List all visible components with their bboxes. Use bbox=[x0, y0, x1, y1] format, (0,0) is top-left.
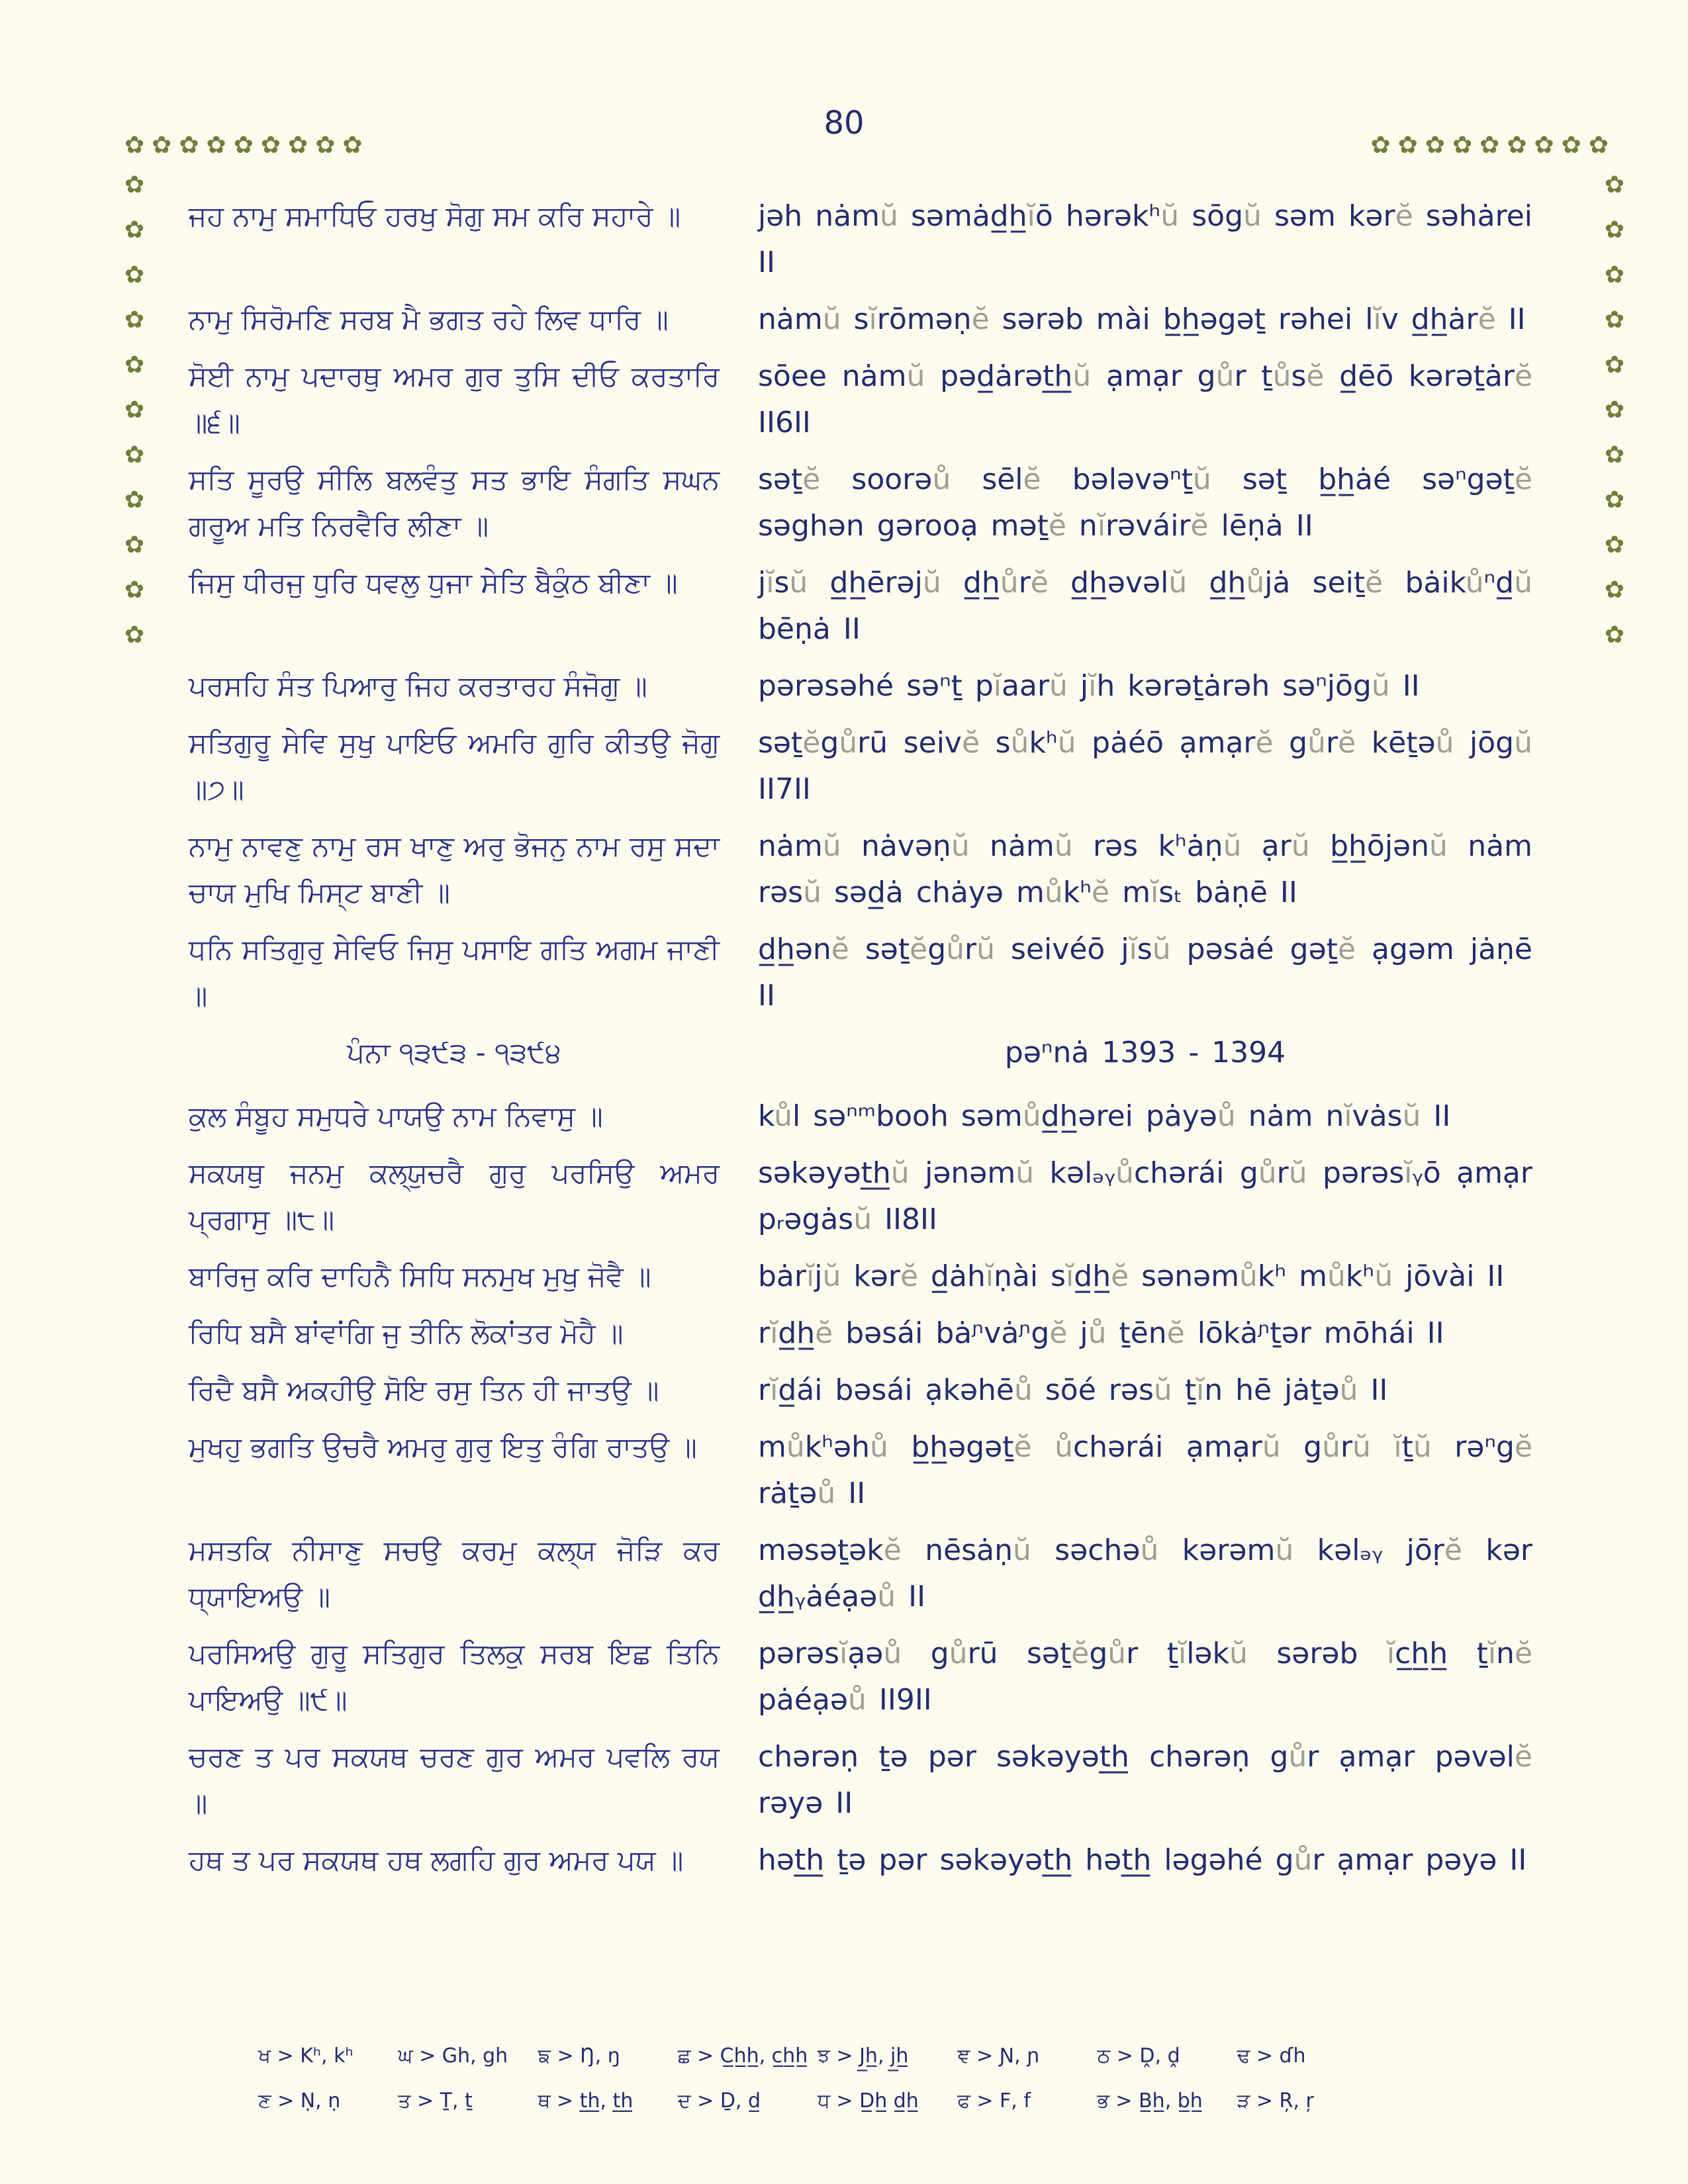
flower-icon: ✿ bbox=[1588, 132, 1609, 159]
key-entry: ਣ > Ṇ, ṇ bbox=[258, 2089, 341, 2113]
page-reference-latin: pəⁿnȧ 1393 - 1394 bbox=[1004, 1036, 1286, 1069]
gurmukhi-text: ਸਤਿ ਸੂਰਉ ਸੀਲਿ ਬਲਵੰਤੁ ਸਤ ਭਾਇ ਸੰਗਤਿ ਸਘਨ ਗਰੂਅ ਮਤਿ ਨਿਰਵੈਰਿ ਲੀਣਾ ॥ bbox=[189, 463, 720, 542]
flower-icon: ✿ bbox=[124, 306, 145, 334]
verse-row bbox=[189, 663, 1532, 709]
verse-row bbox=[189, 560, 1532, 653]
transliteration-text: səṯĕ soorəů sēlĕ bələvəⁿṯŭ səṯ b̲h̲ȧé səⁿgəṯĕ səghən gərooạ məṯĕ nĭrəváirĕ lēṇȧ II bbox=[758, 463, 1532, 543]
transliteration-text: sōee nȧmŭ pəd̲ȧrət̲h̲ŭ ạmạr gůr ṯůsĕ d̲ēō kərəṯȧrĕ II6II bbox=[758, 359, 1533, 439]
verse-row bbox=[189, 1837, 1532, 1884]
transliteration-text: səṯĕgůrū seivĕ sůkʰŭ pȧéō ạmạrĕ gůrĕ kēṯəů jōgŭ II7II bbox=[758, 726, 1532, 806]
transliteration-text: nȧmŭ nȧvəṇŭ nȧmŭ rəs kʰȧṇŭ ạrŭ b̲h̲ōjənŭ nȧm rəsŭ səd̲ȧ chȧyə můkʰĕ mĭsₜ bȧṇē II bbox=[758, 829, 1532, 909]
flower-icon: ✿ bbox=[1370, 132, 1391, 159]
key-entry: ਖ > Kʰ, kʰ bbox=[258, 2044, 353, 2068]
flower-icon: ✿ bbox=[124, 171, 145, 199]
gurmukhi-text: ਰਿਦੈ ਬਸੈ ਅਕਹੀਉ ਸੋਇ ਰਸੁ ਤਿਨ ਹੀ ਜਾਤਉ ॥ bbox=[189, 1374, 659, 1406]
transliteration-text: hət̲h̲ ṯə pər səkəyət̲h̲ hət̲h̲ ləgəhé gůr ạmạr pəyə II bbox=[758, 1843, 1527, 1877]
transliteration-text: kůl səⁿᵐbooh səmůd̲h̲ərei pȧyəů nȧm nĭvȧsŭ II bbox=[758, 1099, 1451, 1133]
gurmukhi-text: ਸਤਿਗੁਰੂ ਸੇਵਿ ਸੁਖੁ ਪਾਇਓ ਅਮਰਿ ਗੁਰਿ ਕੀਤਉ ਜੋਗੁ ॥੭॥ bbox=[189, 727, 720, 805]
flower-icon: ✿ bbox=[1604, 261, 1624, 289]
flower-icon: ✿ bbox=[124, 486, 145, 514]
flower-icon: ✿ bbox=[124, 621, 145, 649]
key-entry: ੜ > Ŗ, ŗ bbox=[1237, 2089, 1314, 2113]
flower-icon: ✿ bbox=[124, 576, 145, 604]
transliteration-key bbox=[258, 2042, 1377, 2132]
flower-icon: ✿ bbox=[1604, 531, 1624, 559]
gurmukhi-text: ਹਥ ਤ ਪਰ ਸਕਯਥ ਹਥ ਲਗਹਿ ਗੁਰ ਅਮਰ ਪਯ ॥ bbox=[189, 1844, 684, 1876]
flower-icon: ✿ bbox=[1604, 216, 1624, 244]
transliteration-text: d̲h̲ənĕ səṯĕgůrŭ seivéō jĭsŭ pəsȧé gəṯĕ ạgəm jȧṇē II bbox=[758, 933, 1532, 1013]
flower-icon: ✿ bbox=[1561, 132, 1581, 159]
transliteration-text: pərəsəhé səⁿṯ pĭaarŭ jĭh kərəṯȧrəh səⁿjōgŭ II bbox=[758, 669, 1420, 703]
transliteration-text: bȧrĭjŭ kərĕ d̲ȧhĭṇài sĭd̲h̲ĕ sənəmůkʰ můkʰŭ jōvài II bbox=[758, 1259, 1505, 1293]
flower-icon: ✿ bbox=[233, 132, 254, 159]
flower-icon: ✿ bbox=[260, 132, 281, 159]
page-reference-gurmukhi: ਪੰਨਾ ੧੩੯੩ - ੧੩੯੪ bbox=[347, 1036, 561, 1069]
verse-row bbox=[189, 353, 1532, 446]
transliteration-text: jĭsŭ d̲h̲ērəjŭ d̲h̲ůrĕ d̲h̲əvəlŭ d̲h̲ůjȧ seiṯĕ bȧikůⁿd̲ŭ bēṇȧ II bbox=[758, 566, 1532, 646]
flower-icon: ✿ bbox=[1507, 132, 1527, 159]
key-entry: ਭ > B̲h̲, b̲h̲ bbox=[1097, 2089, 1203, 2113]
transliteration-key-row bbox=[258, 2042, 1377, 2071]
transliteration-text: rĭd̲ái bəsái ạkəhēů sōé rəsŭ ṯĭn hē jȧṯəů II bbox=[758, 1373, 1388, 1407]
key-entry: ਞ > Ɲ, ɲ bbox=[957, 2044, 1040, 2068]
flower-icon: ✿ bbox=[315, 132, 336, 159]
transliteration-text: məsəṯəkĕ nēsȧṇŭ səchəů kərəmŭ kəlₔᵧ jōṛĕ kər d̲h̲ᵧȧéạəů II bbox=[758, 1533, 1532, 1614]
transliteration-text: rĭd̲h̲ĕ bəsái bȧᶮvȧᶮgĕ jů ṯēnĕ lōkȧᶮṯər mōhái II bbox=[758, 1316, 1444, 1350]
flower-icon: ✿ bbox=[1425, 132, 1445, 159]
flower-icon: ✿ bbox=[1604, 351, 1624, 379]
verse-row bbox=[189, 927, 1532, 1019]
flower-icon: ✿ bbox=[124, 261, 145, 289]
verse-row bbox=[189, 1093, 1532, 1140]
transliteration-key-row bbox=[258, 2087, 1377, 2116]
transliteration-text: můkʰəhů b̲h̲əgəṯĕ ůchərái ạmạrŭ gůrŭ ĭṯŭ rəⁿgĕ rȧṯəů II bbox=[758, 1430, 1532, 1510]
key-entry: ਢ > ɗh bbox=[1237, 2044, 1306, 2068]
key-entry: ਥ > t̲h̲, t̲h̲ bbox=[538, 2089, 633, 2113]
gurmukhi-text: ਬਾਰਿਜੁ ਕਰਿ ਦਾਹਿਨੈ ਸਿਧਿ ਸਨਮੁਖ ਮੁਖੁ ਜੋਵੈ ॥ bbox=[189, 1260, 651, 1293]
gurmukhi-text: ਨਾਮੁ ਸਿਰੋਮਣਿ ਸਰਬ ਮੈ ਭਗਤ ਰਹੇ ਲਿਵ ਧਾਰਿ ॥ bbox=[189, 303, 669, 336]
flower-icon: ✿ bbox=[1604, 396, 1624, 424]
verse-row bbox=[189, 1367, 1532, 1414]
transliteration-text: səkəyət̲h̲ŭ jənəmŭ kəlₔᵧůchərái gůrŭ pərəsĭᵧō ạmạr pᵣəgȧsŭ II8II bbox=[758, 1156, 1532, 1236]
flower-ornament-column-left bbox=[124, 173, 144, 647]
verse-row bbox=[189, 1253, 1532, 1300]
flower-icon: ✿ bbox=[1397, 132, 1418, 159]
flower-icon: ✿ bbox=[124, 216, 145, 244]
flower-ornament-column-right bbox=[1605, 173, 1624, 647]
verse-row bbox=[189, 296, 1532, 343]
flower-icon: ✿ bbox=[124, 132, 145, 159]
flower-icon: ✿ bbox=[152, 132, 172, 159]
gurmukhi-text: ਪਰਸਹਿ ਸੰਤ ਪਿਆਰੁ ਜਿਹ ਕਰਤਾਰਹ ਸੰਜੋਗੁ ॥ bbox=[189, 670, 647, 702]
gurmukhi-text: ਪਰਸਿਅਉ ਗੁਰੂ ਸਤਿਗੁਰ ਤਿਲਕੁ ਸਰਬ ਇਛ ਤਿਨਿ ਪਾਇਅਉ ॥੯॥ bbox=[189, 1637, 720, 1716]
verse-row bbox=[189, 823, 1532, 916]
flower-icon: ✿ bbox=[342, 132, 363, 159]
verse-row bbox=[189, 1150, 1532, 1243]
flower-icon: ✿ bbox=[1479, 132, 1500, 159]
gurmukhi-text: ਨਾਮੁ ਨਾਵਣੁ ਨਾਮੁ ਰਸ ਖਾਣੁ ਅਰੁ ਭੋਜਨੁ ਨਾਮ ਰਸੁ ਸਦਾ ਚਾਯ ਮੁਖਿ ਮਿਸ੍ਟ ਬਾਣੀ ॥ bbox=[189, 830, 720, 909]
flower-icon: ✿ bbox=[1604, 621, 1624, 649]
page-number: 80 bbox=[823, 105, 865, 142]
verse-row bbox=[189, 720, 1532, 813]
transliteration-text: pərəsĭạəů gůrū səṯĕgůr ṯĭləkŭ sərəb ĭc̲h̲h̲ ṯĭnĕ pȧéạəů II9II bbox=[758, 1637, 1533, 1717]
gurmukhi-text: ਜਹ ਨਾਮੁ ਸਮਾਧਿਓ ਹਰਖੁ ਸੋਗੁ ਸਮ ਕਰਿ ਸਹਾਰੇ ॥ bbox=[189, 200, 681, 232]
flower-icon: ✿ bbox=[1604, 171, 1624, 199]
verse-row bbox=[189, 1631, 1532, 1723]
gurmukhi-text: ਚਰਣ ਤ ਪਰ ਸਕਯਥ ਚਰਣ ਗੁਰ ਅਮਰ ਪਵਲਿ ਰਯ ॥ bbox=[189, 1741, 720, 1819]
flower-icon: ✿ bbox=[1534, 132, 1554, 159]
flower-ornament-row-right bbox=[1370, 134, 1609, 158]
flower-icon: ✿ bbox=[124, 441, 145, 469]
key-entry: ਫ > F, f bbox=[957, 2089, 1031, 2113]
gurmukhi-text: ਮਸਤਕਿ ਨੀਸਾਣੁ ਸਚਉ ਕਰਮੁ ਕਲ੍ਯ ਜੋੜਿ ਕਰ ਧ੍ਯਾਇਅਉ ॥ bbox=[189, 1534, 720, 1613]
gurmukhi-text: ਧਨਿ ਸਤਿਗੁਰੁ ਸੇਵਿਓ ਜਿਸੁ ਪਸਾਇ ਗਤਿ ਅਗਮ ਜਾਣੀ ॥ bbox=[189, 933, 720, 1012]
key-entry: ਛ > C̲h̲h̲, c̲h̲h̲ bbox=[677, 2044, 808, 2068]
flower-icon: ✿ bbox=[179, 132, 199, 159]
flower-icon: ✿ bbox=[1604, 576, 1624, 604]
gurmukhi-text: ਰਿਧਿ ਬਸੈ ਬਾਂਵਾਂਗਿ ਜੁ ਤੀਨਿ ਲੋਕਾਂਤਰ ਮੋਹੈ ॥ bbox=[189, 1317, 624, 1349]
transliteration-text: chərəṇ ṯə pər səkəyət̲h̲ chərəṇ gůr ạmạr pəvəlĕ rəyə II bbox=[758, 1740, 1532, 1820]
flower-icon: ✿ bbox=[124, 351, 145, 379]
verse-row bbox=[189, 1527, 1532, 1620]
key-entry: ਧ > D̲h̲ d̲h̲ bbox=[818, 2089, 919, 2113]
flower-icon: ✿ bbox=[1604, 486, 1624, 514]
key-entry: ਦ > Ḏ, d̲ bbox=[677, 2089, 761, 2113]
gurmukhi-text: ਸੋਈ ਨਾਮੁ ਪਦਾਰਥੁ ਅਮਰ ਗੁਰ ਤੁਸਿ ਦੀਓ ਕਰਤਾਰਿ ॥੬॥ bbox=[189, 360, 720, 439]
verse-row bbox=[189, 1734, 1532, 1827]
flower-icon: ✿ bbox=[124, 396, 145, 424]
key-entry: ਙ > Ŋ, ŋ bbox=[538, 2044, 620, 2068]
verse-row bbox=[189, 457, 1532, 549]
verse-row bbox=[189, 1310, 1532, 1357]
gurmukhi-text: ਮੁਖਹੁ ਭਗਤਿ ਉਚਰੈ ਅਮਰੁ ਗੁਰੁ ਇਤੁ ਰੰਗਿ ਰਾਤਉ ॥ bbox=[189, 1431, 697, 1463]
flower-ornament-row-left bbox=[124, 134, 363, 158]
verse-row bbox=[189, 1424, 1532, 1517]
flower-icon: ✿ bbox=[206, 132, 226, 159]
flower-icon: ✿ bbox=[1604, 306, 1624, 334]
key-entry: ਤ > Ṯ, ṯ bbox=[398, 2089, 473, 2113]
flower-icon: ✿ bbox=[1452, 132, 1473, 159]
page-reference-row bbox=[189, 1030, 1532, 1076]
key-entry: ਘ > Gh, gh bbox=[398, 2044, 508, 2068]
verse-columns bbox=[189, 193, 1532, 1894]
transliteration-text: nȧmŭ sĭrōməṇĕ sərəb mài b̲h̲əgəṯ rəhei lĭv d̲h̲ȧrĕ II bbox=[758, 302, 1526, 336]
key-entry: ਝ > J̲h̲, j̲h̲ bbox=[818, 2044, 909, 2068]
gurmukhi-text: ਸਕਯਥੁ ਜਨਮੁ ਕਲ੍ਯੁਚਰੈ ਗੁਰੁ ਪਰਸਿਉ ਅਮਰ ਪ੍ਰਗਾਸੁ ॥੮॥ bbox=[189, 1157, 720, 1236]
gurmukhi-text: ਜਿਸੁ ਧੀਰਜੁ ਧੁਰਿ ਧਵਲੁ ਧੁਜਾ ਸੇਤਿ ਬੈਕੁੰਠ ਬੀਣਾ ॥ bbox=[189, 567, 678, 599]
flower-icon: ✿ bbox=[288, 132, 308, 159]
key-entry: ਠ > Ḓ, ḓ bbox=[1097, 2044, 1180, 2068]
verse-row bbox=[189, 193, 1532, 286]
transliteration-text: jəh nȧmŭ səmȧd̲h̲ĭō hərəkʰŭ sōgŭ səm kərĕ səhȧrei II bbox=[758, 199, 1533, 279]
flower-icon: ✿ bbox=[124, 531, 145, 559]
gurmukhi-text: ਕੁਲ ਸੰਬੂਹ ਸਮੁਧਰੇ ਪਾਯਉ ਨਾਮ ਨਿਵਾਸੁ ॥ bbox=[189, 1100, 603, 1132]
flower-icon: ✿ bbox=[1604, 441, 1624, 469]
